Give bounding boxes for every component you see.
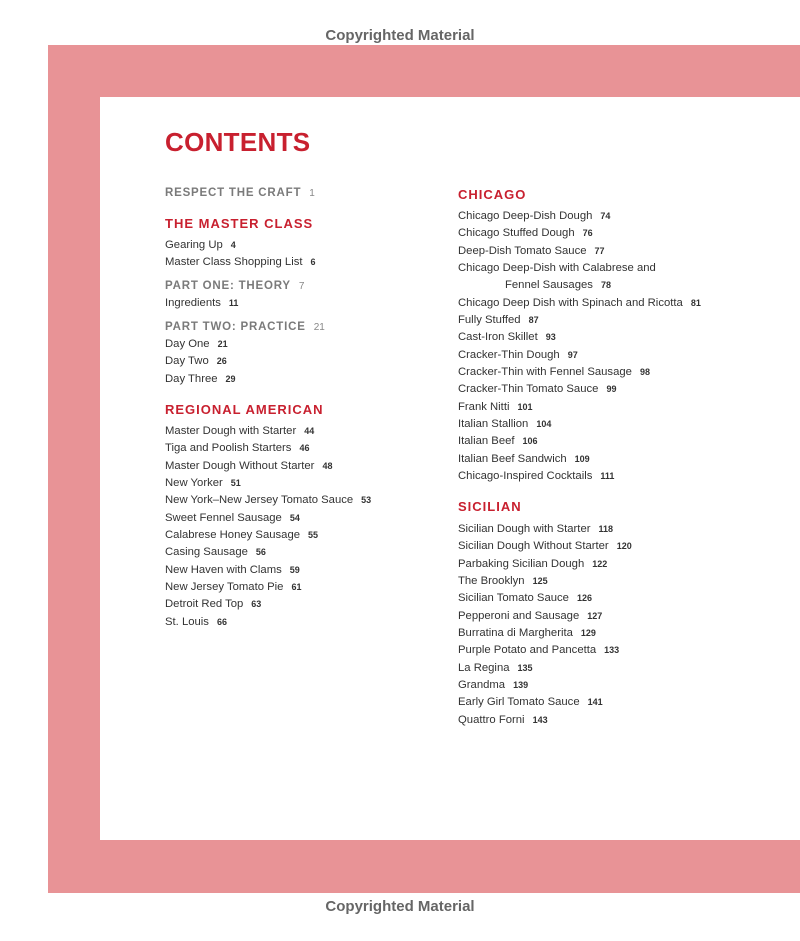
entry-label: Italian Beef Sandwich: [458, 452, 567, 465]
entry-label: Master Class Shopping List: [165, 256, 303, 269]
entry-label: St. Louis: [165, 615, 209, 628]
toc-entry[interactable]: [165, 458, 371, 475]
page-number: 21: [217, 339, 228, 349]
page-number: 56: [255, 547, 266, 558]
entry-label: Sicilian Dough with Starter: [458, 523, 591, 535]
toc-entry[interactable]: [458, 538, 632, 555]
entry-label: Master Dough Without Starter: [165, 459, 315, 472]
toc-entry-continued[interactable]: [458, 277, 701, 294]
page-number: 122: [592, 558, 608, 569]
entry-label: Frank Nitti: [458, 400, 510, 413]
entry-label: Chicago Deep Dish with Spinach and Ricotta: [458, 296, 683, 309]
entry-label: Pepperoni and Sausage: [458, 609, 580, 622]
entry-label: Day One: [165, 338, 210, 350]
toc-entry[interactable]: [165, 544, 371, 561]
page-title: CONTENTS: [165, 127, 311, 157]
toc-entry[interactable]: [458, 556, 632, 573]
part-two-list: [165, 336, 236, 388]
toc-entry[interactable]: [458, 243, 701, 260]
section-heading-chicago: CHICAGO: [458, 187, 527, 202]
page-number: 7: [298, 281, 305, 292]
entry-label: Day Two: [165, 355, 209, 368]
entry-label: Deep-Dish Tomato Sauce: [458, 244, 587, 257]
toc-entry[interactable]: [458, 590, 632, 607]
page-number: 6: [310, 257, 316, 268]
toc-entry[interactable]: [165, 492, 371, 509]
page-number: 21: [313, 322, 325, 333]
entry-label: Burratina di Margherita: [458, 627, 573, 640]
toc-entry[interactable]: [165, 254, 316, 271]
page-number: 44: [304, 426, 315, 436]
toc-entry[interactable]: [458, 416, 701, 433]
toc-entry[interactable]: [458, 521, 632, 538]
page-number: 126: [576, 593, 592, 604]
entry-label: La Regina: [458, 661, 510, 674]
toc-entry[interactable]: [165, 596, 371, 613]
entry-label: Fennel Sausages: [505, 279, 593, 292]
entry-label: Sicilian Tomato Sauce: [458, 592, 569, 605]
toc-entry[interactable]: [165, 336, 236, 353]
toc-entry[interactable]: [458, 381, 701, 398]
entry-label: Sicilian Dough Without Starter: [458, 540, 609, 553]
page-number: 104: [536, 419, 552, 430]
page-number: 48: [322, 460, 333, 471]
toc-entry[interactable]: [458, 642, 632, 659]
toc-entry-part-two[interactable]: [165, 319, 325, 336]
entry-label: Chicago-Inspired Cocktails: [458, 470, 593, 483]
entry-label: New York–New Jersey Tomato Sauce: [165, 494, 354, 507]
entry-label: Italian Stallion: [458, 418, 529, 431]
page-number: 133: [604, 645, 620, 656]
toc-entry[interactable]: [458, 329, 701, 346]
entry-label: Chicago Stuffed Dough: [458, 227, 575, 240]
page-number: 78: [600, 280, 611, 291]
page-number: 54: [289, 512, 300, 523]
page-number: 63: [251, 599, 262, 610]
entry-label: PART TWO: PRACTICE: [165, 321, 306, 333]
page-number: 101: [517, 401, 533, 412]
entry-label: Casing Sausage: [165, 546, 248, 559]
toc-entry[interactable]: [458, 225, 701, 242]
entry-label: Cracker-Thin with Fennel Sausage: [458, 366, 632, 379]
toc-entry[interactable]: [458, 312, 701, 329]
page-number: 139: [513, 680, 529, 691]
toc-entry[interactable]: [458, 295, 701, 312]
page-number: 99: [606, 384, 617, 395]
page-number: 143: [532, 714, 548, 725]
toc-entry[interactable]: [165, 510, 371, 527]
page-number: 81: [690, 297, 701, 308]
toc-entry[interactable]: [458, 694, 632, 711]
page-number: 46: [299, 443, 310, 454]
toc-entry[interactable]: [165, 237, 316, 254]
page-number: 59: [289, 564, 300, 575]
entry-label: Cracker-Thin Tomato Sauce: [458, 383, 599, 396]
entry-label: PART ONE: THEORY: [165, 280, 291, 292]
section-heading-regional-american: REGIONAL AMERICAN: [165, 402, 324, 417]
page-number: 120: [616, 541, 632, 552]
toc-entry[interactable]: [165, 295, 238, 312]
toc-entry[interactable]: [458, 468, 701, 485]
toc-entry[interactable]: [165, 527, 371, 544]
toc-entry-respect[interactable]: [165, 185, 315, 202]
entry-label: Fully Stuffed: [458, 314, 521, 327]
toc-entry[interactable]: [458, 625, 632, 642]
entry-label: Italian Beef: [458, 435, 515, 448]
master-class-list: [165, 237, 316, 272]
entry-label: Detroit Red Top: [165, 598, 244, 611]
page-number: 93: [545, 332, 556, 343]
page-number: 66: [216, 616, 227, 627]
entry-label: Sweet Fennel Sausage: [165, 511, 282, 524]
entry-label: Tiga and Poolish Starters: [165, 442, 292, 455]
page-number: 106: [522, 436, 538, 447]
toc-entry[interactable]: [165, 371, 236, 388]
toc-entry[interactable]: [458, 208, 701, 225]
section-heading-master-class: THE MASTER CLASS: [165, 216, 314, 231]
copyright-watermark-bottom: Copyrighted Material: [325, 898, 475, 915]
toc-entry[interactable]: [165, 579, 371, 596]
page-number: 125: [532, 576, 548, 587]
toc-entry[interactable]: Chicago Deep-Dish with Calabrese and: [458, 262, 656, 275]
page-number: 4: [230, 240, 236, 250]
page-number: 61: [291, 582, 302, 593]
entry-label: Chicago Deep-Dish Dough: [458, 210, 593, 222]
chicago-list: [458, 208, 701, 486]
toc-entry[interactable]: [458, 399, 701, 416]
page-number: 55: [308, 530, 319, 541]
entry-label: Quattro Forni: [458, 713, 525, 726]
entry-label: RESPECT THE CRAFT: [165, 187, 302, 199]
toc-entry[interactable]: [458, 433, 701, 450]
regional-american-list: [165, 423, 371, 631]
page-number: 98: [639, 367, 650, 378]
entry-label: New Yorker: [165, 477, 223, 490]
entry-label: Early Girl Tomato Sauce: [458, 696, 580, 709]
page-number: 109: [574, 453, 590, 464]
page-number: 53: [361, 495, 372, 506]
page-number: 74: [600, 211, 611, 221]
toc-entry[interactable]: [165, 614, 371, 631]
entry-label: Calabrese Honey Sausage: [165, 529, 301, 542]
entry-label: Cast-Iron Skillet: [458, 331, 538, 344]
page-number: 11: [228, 298, 239, 308]
entry-label: Day Three: [165, 372, 218, 385]
toc-entry[interactable]: [458, 573, 632, 590]
page-number: 111: [600, 471, 615, 482]
page-number: 29: [225, 373, 236, 384]
toc-entry[interactable]: [458, 347, 701, 364]
page-number: 118: [598, 524, 614, 534]
toc-entry[interactable]: [165, 353, 236, 370]
section-heading-sicilian: SICILIAN: [458, 499, 522, 514]
toc-entry[interactable]: [165, 423, 371, 440]
page-number: 129: [580, 628, 596, 639]
page-number: 127: [587, 610, 603, 621]
toc-entry[interactable]: [458, 677, 632, 694]
toc-entry[interactable]: [165, 475, 371, 492]
toc-entry[interactable]: [458, 451, 701, 468]
entry-label: Master Dough with Starter: [165, 425, 297, 437]
entry-label: Purple Potato and Pancetta: [458, 644, 597, 657]
entry-label: Cracker-Thin Dough: [458, 348, 560, 361]
sicilian-list: [458, 521, 632, 729]
entry-label: New Jersey Tomato Pie: [165, 581, 284, 594]
page-number: 135: [517, 662, 533, 673]
entry-label: Gearing Up: [165, 239, 223, 251]
entry-label: Parbaking Sicilian Dough: [458, 557, 585, 570]
page-number: 77: [594, 245, 605, 256]
entry-label: Grandma: [458, 679, 506, 692]
toc-entry[interactable]: [458, 712, 632, 729]
toc-entry-part-one[interactable]: [165, 278, 304, 295]
toc-entry[interactable]: [458, 608, 632, 625]
entry-label: New Haven with Clams: [165, 563, 282, 576]
entry-label: The Brooklyn: [458, 575, 525, 588]
page-number: 26: [216, 356, 227, 367]
toc-entry[interactable]: [458, 660, 632, 677]
toc-entry[interactable]: [165, 440, 371, 457]
page-number: 141: [587, 697, 603, 708]
toc-entry[interactable]: [458, 364, 701, 381]
page-number: 76: [582, 228, 593, 239]
part-one-list: [165, 295, 238, 312]
toc-entry[interactable]: [165, 562, 371, 579]
copyright-watermark-top: Copyrighted Material: [325, 27, 475, 44]
page-number: 87: [528, 315, 539, 326]
page-number: 51: [230, 478, 241, 489]
page-number: 97: [567, 349, 578, 360]
page-number: 1: [309, 188, 315, 199]
entry-label: Ingredients: [165, 297, 221, 309]
